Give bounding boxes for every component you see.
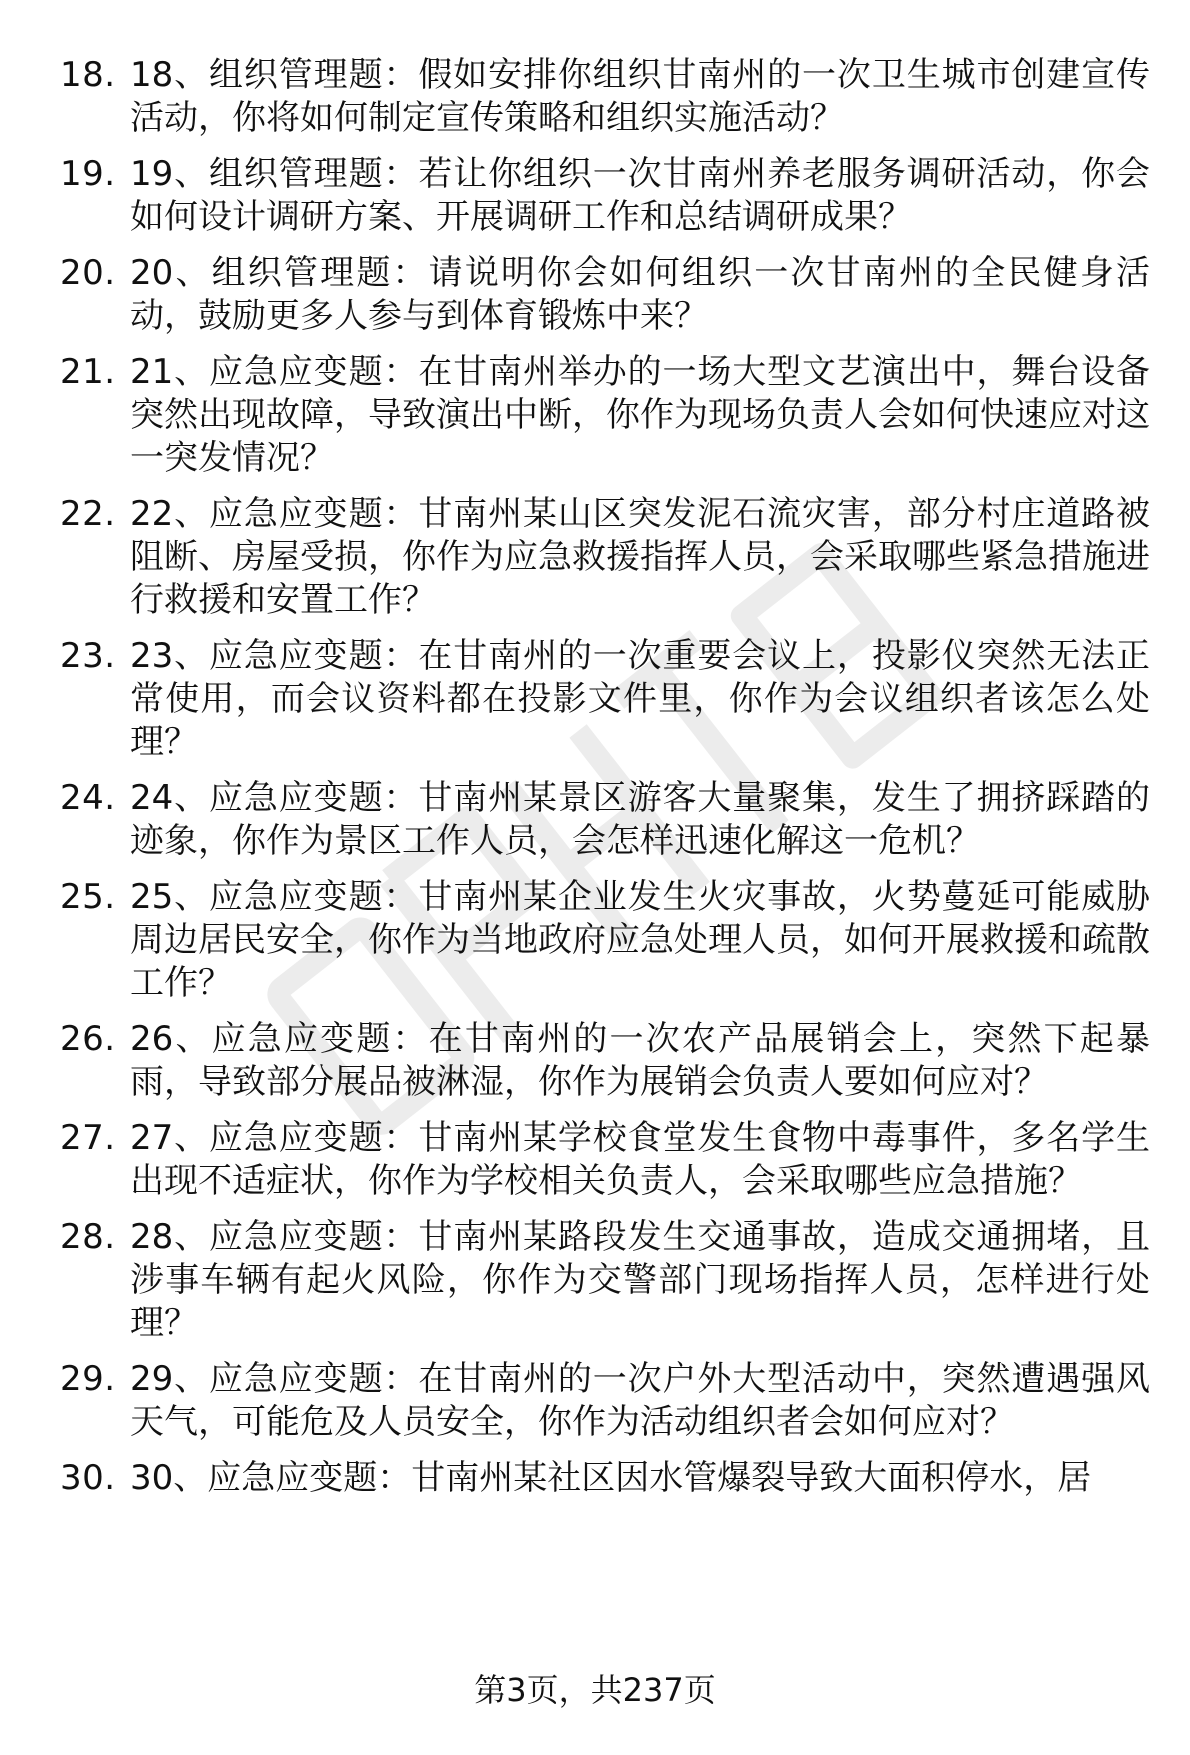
question-item [60,1457,1150,1500]
question-number: 19. [60,154,116,194]
question-number: 29. [60,1359,116,1399]
question-number: 26. [60,1019,116,1059]
question-text: 26、应急应变题：在甘南州的一次农产品展销会上，突然下起暴雨，导致部分展品被淋湿，你作为展销会负责人要如何应对？ [130,1019,1150,1102]
question-number: 20. [60,253,116,293]
question-item [60,493,1150,622]
question-number: 18. [60,55,116,95]
question-text: 25、应急应变题：甘南州某企业发生火灾事故，火势蔓延可能威胁周边居民安全，你作为当地政府应急处理人员，如何开展救援和疏散工作？ [130,877,1150,1003]
question-item [60,1018,1150,1104]
question-number: 25. [60,877,116,917]
question-list [60,54,1150,1513]
question-item [60,54,1150,140]
question-item [60,777,1150,863]
question-item [60,1117,1150,1203]
question-item [60,1358,1150,1444]
question-item [60,1216,1150,1345]
question-text: 18、组织管理题：假如安排你组织甘南州的一次卫生城市创建宣传活动，你将如何制定宣传策略和组织实施活动？ [130,55,1150,138]
question-number: 27. [60,1118,116,1158]
question-number: 22. [60,494,116,534]
question-text: 21、应急应变题：在甘南州举办的一场大型文艺演出中，舞台设备突然出现故障，导致演出中断，你作为现场负责人会如何快速应对这一突发情况？ [130,352,1150,478]
question-text: 24、应急应变题：甘南州某景区游客大量聚集，发生了拥挤踩踏的迹象，你作为景区工作人员，会怎样迅速化解这一危机？ [130,778,1150,861]
question-item [60,153,1150,239]
question-text: 27、应急应变题：甘南州某学校食堂发生食物中毒事件，多名学生出现不适症状，你作为学校相关负责人，会采取哪些应急措施？ [130,1118,1150,1201]
question-item [60,252,1150,338]
question-number: 28. [60,1217,116,1257]
question-text: 30、应急应变题：甘南州某社区因水管爆裂导致大面积停水，居 [130,1458,1092,1498]
question-text: 19、组织管理题：若让你组织一次甘南州养老服务调研活动，你会如何设计调研方案、开展调研工作和总结调研成果？ [130,154,1150,237]
page-number-label: 第3页，共237页 [474,1671,716,1709]
question-text: 29、应急应变题：在甘南州的一次户外大型活动中，突然遭遇强风天气，可能危及人员安全，你作为活动组织者会如何应对？ [130,1359,1150,1442]
question-text: 28、应急应变题：甘南州某路段发生交通事故，造成交通拥堵，且涉事车辆有起火风险，你作为交警部门现场指挥人员，怎样进行处理？ [130,1217,1150,1343]
question-number: 23. [60,636,116,676]
question-text: 20、组织管理题：请说明你会如何组织一次甘南州的全民健身活动，鼓励更多人参与到体育锻炼中来？ [130,253,1150,336]
question-item [60,635,1150,764]
question-number: 21. [60,352,116,392]
page-footer [0,1670,1190,1710]
question-text: 23、应急应变题：在甘南州的一次重要会议上，投影仪突然无法正常使用，而会议资料都在投影文件里，你作为会议组织者该怎么处理？ [130,636,1150,762]
question-item [60,351,1150,480]
question-number: 24. [60,778,116,818]
question-item [60,876,1150,1005]
question-number: 30. [60,1458,116,1498]
question-text: 22、应急应变题：甘南州某山区突发泥石流灾害，部分村庄道路被阻断、房屋受损，你作为应急救援指挥人员，会采取哪些紧急措施进行救援和安置工作？ [130,494,1150,620]
